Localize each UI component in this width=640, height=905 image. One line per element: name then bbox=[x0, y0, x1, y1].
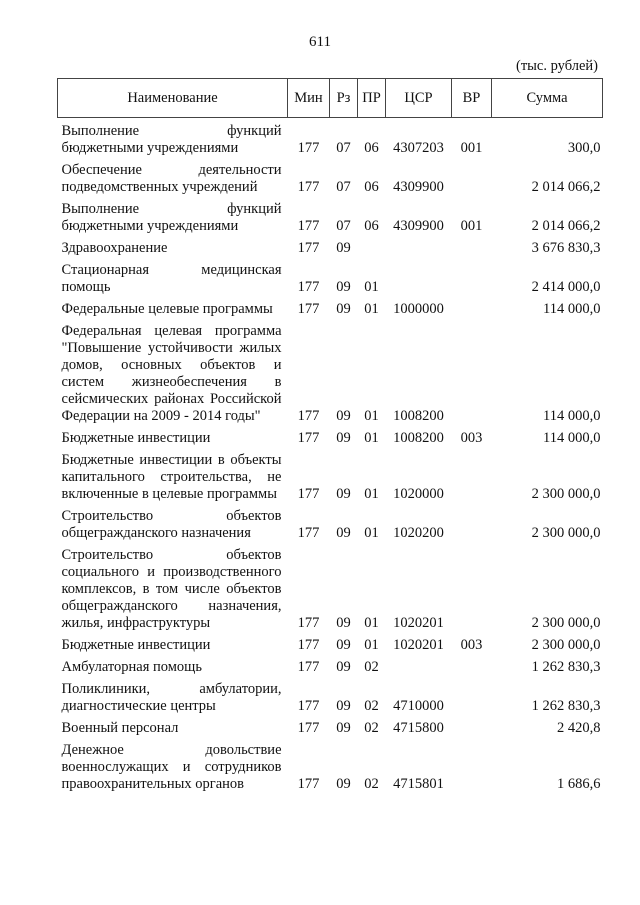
cell-sum: 2 300 000,0 bbox=[531, 637, 601, 653]
cell-sum: 3 676 830,3 bbox=[531, 240, 601, 256]
table-row bbox=[58, 425, 603, 447]
cell-sum: 114 000,0 bbox=[543, 430, 601, 446]
cell-min: 177 bbox=[297, 486, 320, 502]
cell-csr bbox=[386, 654, 452, 676]
cell-pr: 06 bbox=[364, 218, 379, 234]
cell-pr: 06 bbox=[364, 179, 379, 195]
units-label: (тыс. рублей) bbox=[516, 58, 598, 74]
cell-sum: 2 414 000,0 bbox=[531, 279, 601, 295]
header-rz: Рз bbox=[330, 79, 358, 118]
cell-csr bbox=[386, 257, 452, 296]
cell-pr: 02 bbox=[364, 659, 379, 675]
cell-vr bbox=[452, 296, 492, 318]
cell-rz: 09 bbox=[336, 408, 351, 424]
cell-name: Здравоохранение bbox=[61, 240, 168, 256]
cell-sum: 2 014 066,2 bbox=[531, 179, 601, 195]
cell-csr: 4309900 bbox=[393, 179, 444, 195]
cell-vr bbox=[452, 737, 492, 793]
cell-rz: 09 bbox=[336, 525, 351, 541]
table-row bbox=[58, 257, 603, 296]
cell-rz: 09 bbox=[336, 720, 351, 736]
cell-csr: 4710000 bbox=[393, 698, 444, 714]
cell-rz: 09 bbox=[336, 615, 351, 631]
cell-sum: 1 262 830,3 bbox=[531, 659, 601, 675]
header-sum: Сумма bbox=[492, 79, 603, 118]
cell-csr: 4309900 bbox=[393, 218, 444, 234]
cell-name: Федеральная целевая программа "Повышение устойчивости жилых домов, основных объектов и систем жизнеобеспечения в сейсмических районах Российской Федерации на 2009 - 2014 годы" bbox=[61, 323, 282, 424]
cell-rz: 09 bbox=[336, 637, 351, 653]
cell-name: Денежное довольствие военнослужащих и сотрудников правоохранительных органов bbox=[61, 742, 282, 792]
cell-min: 177 bbox=[297, 776, 320, 792]
cell-pr: 01 bbox=[364, 486, 379, 502]
cell-vr bbox=[452, 503, 492, 542]
cell-rz: 07 bbox=[336, 179, 351, 195]
cell-rz: 09 bbox=[336, 430, 351, 446]
cell-pr: 02 bbox=[364, 720, 379, 736]
cell-min: 177 bbox=[297, 637, 320, 653]
table-row bbox=[58, 503, 603, 542]
cell-pr: 01 bbox=[364, 615, 379, 631]
cell-sum: 114 000,0 bbox=[543, 301, 601, 317]
cell-pr: 01 bbox=[364, 430, 379, 446]
cell-vr bbox=[452, 447, 492, 503]
table-row bbox=[58, 737, 603, 793]
cell-name: Бюджетные инвестиции bbox=[61, 637, 211, 653]
cell-min: 177 bbox=[297, 659, 320, 675]
table-row bbox=[58, 654, 603, 676]
header-vr: ВР bbox=[452, 79, 492, 118]
cell-sum: 2 014 066,2 bbox=[531, 218, 601, 234]
cell-min: 177 bbox=[297, 615, 320, 631]
cell-rz: 09 bbox=[336, 776, 351, 792]
table-row bbox=[58, 676, 603, 715]
cell-sum: 1 686,6 bbox=[557, 776, 601, 792]
cell-csr: 1020000 bbox=[393, 486, 444, 502]
cell-csr: 1008200 bbox=[393, 430, 444, 446]
cell-pr: 02 bbox=[364, 698, 379, 714]
cell-name: Строительство объектов общегражданского назначения bbox=[61, 508, 282, 541]
cell-sum: 2 300 000,0 bbox=[531, 525, 601, 541]
table-row bbox=[58, 118, 603, 158]
cell-csr: 4715800 bbox=[393, 720, 444, 736]
cell-sum: 2 420,8 bbox=[557, 720, 601, 736]
cell-name: Выполнение функций бюджетными учреждениями bbox=[61, 123, 282, 156]
cell-pr: 06 bbox=[364, 140, 379, 156]
table-row bbox=[58, 542, 603, 632]
cell-csr: 4307203 bbox=[393, 140, 444, 156]
table-row bbox=[58, 632, 603, 654]
cell-pr: 01 bbox=[364, 525, 379, 541]
cell-sum: 300,0 bbox=[567, 140, 601, 156]
cell-csr: 1000000 bbox=[393, 301, 444, 317]
cell-pr: 01 bbox=[364, 408, 379, 424]
page-number: 611 bbox=[309, 34, 331, 50]
cell-name: Военный персонал bbox=[61, 720, 179, 736]
cell-csr: 1008200 bbox=[393, 408, 444, 424]
cell-rz: 07 bbox=[336, 140, 351, 156]
cell-rz: 09 bbox=[336, 698, 351, 714]
cell-sum: 2 300 000,0 bbox=[531, 615, 601, 631]
cell-rz: 09 bbox=[336, 240, 351, 256]
cell-csr: 1020201 bbox=[393, 637, 444, 653]
cell-min: 177 bbox=[297, 240, 320, 256]
cell-min: 177 bbox=[297, 698, 320, 714]
table-row bbox=[58, 157, 603, 196]
cell-vr bbox=[452, 715, 492, 737]
cell-name: Федеральные целевые программы bbox=[61, 301, 273, 317]
header-csr: ЦСР bbox=[386, 79, 452, 118]
cell-csr: 1020200 bbox=[393, 525, 444, 541]
table-row bbox=[58, 715, 603, 737]
cell-rz: 09 bbox=[336, 301, 351, 317]
cell-vr bbox=[452, 542, 492, 632]
table-header bbox=[58, 79, 603, 118]
cell-min: 177 bbox=[297, 179, 320, 195]
cell-csr: 1020201 bbox=[393, 615, 444, 631]
cell-name: Бюджетные инвестиции в объекты капитального строительства, не включенные в целевые программы bbox=[61, 452, 282, 502]
cell-min: 177 bbox=[297, 301, 320, 317]
cell-vr: 001 bbox=[460, 140, 483, 156]
cell-vr bbox=[452, 654, 492, 676]
cell-min: 177 bbox=[297, 408, 320, 424]
cell-rz: 07 bbox=[336, 218, 351, 234]
cell-rz: 09 bbox=[336, 659, 351, 675]
cell-min: 177 bbox=[297, 720, 320, 736]
header-name: Наименование bbox=[58, 79, 288, 118]
cell-sum: 2 300 000,0 bbox=[531, 486, 601, 502]
cell-vr: 003 bbox=[460, 637, 483, 653]
cell-sum: 1 262 830,3 bbox=[531, 698, 601, 714]
cell-min: 177 bbox=[297, 279, 320, 295]
cell-vr bbox=[452, 318, 492, 425]
cell-name: Обеспечение деятельности подведомственных учреждений bbox=[61, 162, 282, 195]
table-row bbox=[58, 296, 603, 318]
cell-vr bbox=[452, 157, 492, 196]
cell-rz: 09 bbox=[336, 486, 351, 502]
cell-name: Строительство объектов социального и производственного комплексов, в том числе объектов общегражданского назначения, жилья, инфраструктуры bbox=[61, 547, 282, 631]
cell-name: Амбулаторная помощь bbox=[61, 659, 202, 675]
cell-csr: 4715801 bbox=[393, 776, 444, 792]
cell-min: 177 bbox=[297, 218, 320, 234]
cell-vr: 003 bbox=[460, 430, 483, 446]
cell-sum: 114 000,0 bbox=[543, 408, 601, 424]
cell-name: Выполнение функций бюджетными учреждениями bbox=[61, 201, 282, 234]
cell-name: Стационарная медицинская помощь bbox=[61, 262, 282, 295]
table-row bbox=[58, 235, 603, 257]
table-row bbox=[58, 196, 603, 235]
budget-table bbox=[57, 78, 603, 793]
cell-csr bbox=[386, 235, 452, 257]
cell-vr bbox=[452, 676, 492, 715]
cell-name: Бюджетные инвестиции bbox=[61, 430, 211, 446]
cell-min: 177 bbox=[297, 430, 320, 446]
table-row bbox=[58, 447, 603, 503]
cell-rz: 09 bbox=[336, 279, 351, 295]
cell-pr: 01 bbox=[364, 279, 379, 295]
cell-vr: 001 bbox=[460, 218, 483, 234]
cell-pr: 01 bbox=[364, 301, 379, 317]
cell-vr bbox=[452, 235, 492, 257]
cell-pr: 02 bbox=[364, 776, 379, 792]
header-pr: ПР bbox=[358, 79, 386, 118]
table-row bbox=[58, 318, 603, 425]
cell-min: 177 bbox=[297, 525, 320, 541]
cell-pr bbox=[358, 235, 386, 257]
cell-min: 177 bbox=[297, 140, 320, 156]
header-min: Мин bbox=[288, 79, 330, 118]
cell-pr: 01 bbox=[364, 637, 379, 653]
cell-vr bbox=[452, 257, 492, 296]
cell-name: Поликлиники, амбулатории, диагностические центры bbox=[61, 681, 282, 714]
